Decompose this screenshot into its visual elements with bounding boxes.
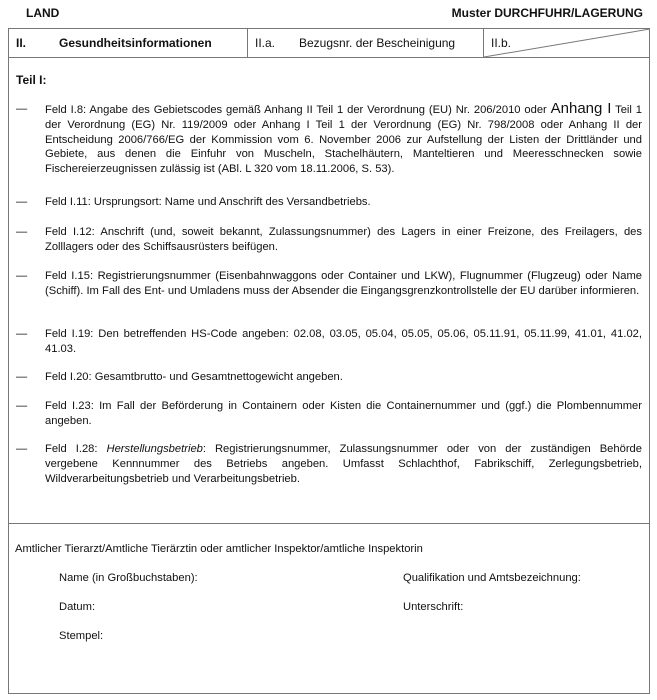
item-text-part: Feld I.8: Angabe des Gebietscodes gemäß Anhang II Teil 1 der Verordnung (EU) Nr. 206/2010 oder: [45, 104, 551, 116]
item-text-part: Teil 1 der Verordnung (EG) Nr. 119/2009 oder Anhang I Teil 1 der Verordnung (EG) Nr. 798/2008 oder Anhang II der Entscheidung 2006/766/EG der Kommission vom 6. November 2006 zur Aufstellung der Listen der Drittländer und Gebiete, aus denen die Einfuhr von Muscheln, Stachelhäutern, Manteltieren und Meeresschnecken sowie Fischereierzeugnissen zulässig ist (ABl. L 320 vom 18.11.2006, S. 53).: [45, 104, 642, 176]
item-text-part: : Registrierungsnummer, Zulassungsnummer oder von der zuständigen Behörde vergebene Kennnummer des Betriebs angeben. Umfasst Schlachthof, Fabrikschiff, Zerlegungsbetrieb, Wildverarbeitungsbetrieb und Verarbeitungsbetrieb.: [45, 443, 642, 485]
dash-bullet: —: [16, 400, 28, 412]
dash-bullet: —: [16, 226, 28, 238]
list-item: [16, 102, 642, 177]
model-title: Muster DURCHFUHR/LAGERUNG: [451, 6, 643, 20]
item-text: Feld I.12: Anschrift (und, soweit bekannt, Zulassungsnummer) des Lagers in einer Freizone, des Freilagers, des Zolllagers oder des Schiffsausrüsters beifügen.: [45, 226, 642, 253]
part-title: Teil I:: [16, 73, 47, 87]
section-number: II.: [16, 36, 27, 50]
dash-bullet: —: [16, 328, 28, 340]
list-item: [16, 442, 642, 486]
qualification-field-label: Qualifikation und Amtsbezeichnung:: [403, 572, 581, 584]
ref-code: II.a.: [255, 36, 276, 50]
iib-code: II.b.: [491, 36, 512, 50]
item-text-big: Anhang I: [550, 100, 612, 117]
item-text: Feld I.11: Ursprungsort: Name und Anschrift des Versandbetriebs.: [45, 196, 371, 208]
dash-bullet: —: [16, 103, 28, 115]
dash-bullet: —: [16, 371, 28, 383]
date-field-label: Datum:: [59, 601, 96, 613]
list-item: [16, 399, 642, 429]
item-text: [45, 442, 642, 486]
list-item: [16, 269, 642, 299]
certificate-box: [8, 28, 650, 694]
item-text: Feld I.15: Registrierungsnummer (Eisenbahnwaggons oder Container und LKW), Flugnummer (Flugzeug) oder Name (Schiff). Im Fall des Ent- und Umladens muss der Absender die Eingangsgrenzkontrollstelle der EU darüber informieren.: [45, 270, 642, 297]
section-title: Gesundheitsinformationen: [59, 36, 212, 50]
list-item: [16, 327, 642, 357]
item-text: Feld I.20: Gesamtbrutto- und Gesamtnettogewicht angeben.: [45, 371, 343, 383]
dash-bullet: —: [16, 196, 28, 208]
section-divider: [9, 523, 649, 524]
item-text: Feld I.23: Im Fall der Beförderung in Containern oder Kisten die Containernummer und (ggf.) die Plombennummer angeben.: [45, 400, 642, 427]
item-text: Feld I.19: Den betreffenden HS-Code angeben: 02.08, 03.05, 05.04, 05.05, 05.06, 05.11.91, 05.11.99, 41.01, 41.02, 41.03.: [45, 328, 642, 355]
name-field-label: Name (in Großbuchstaben):: [59, 572, 198, 584]
dash-bullet: —: [16, 443, 28, 455]
official-label: Amtlicher Tierarzt/Amtliche Tierärztin oder amtlicher Inspektor/amtliche Inspektorin: [15, 543, 423, 555]
list-item: [16, 370, 642, 385]
item-text-part: Feld I.28:: [45, 443, 107, 455]
item-text-italic: Herstellungsbetrieb: [106, 443, 203, 455]
signature-field-label: Unterschrift:: [403, 601, 464, 613]
stamp-field-label: Stempel:: [59, 630, 104, 642]
diagonal-strike: [484, 29, 650, 57]
section-header-row: [9, 29, 649, 58]
dash-bullet: —: [16, 270, 28, 282]
item-text: [45, 102, 642, 177]
list-item: [16, 195, 642, 210]
country-label: LAND: [26, 6, 60, 20]
ref-label: Bezugsnr. der Bescheinigung: [299, 36, 456, 50]
header-divider: [247, 29, 248, 57]
list-item: [16, 225, 642, 255]
